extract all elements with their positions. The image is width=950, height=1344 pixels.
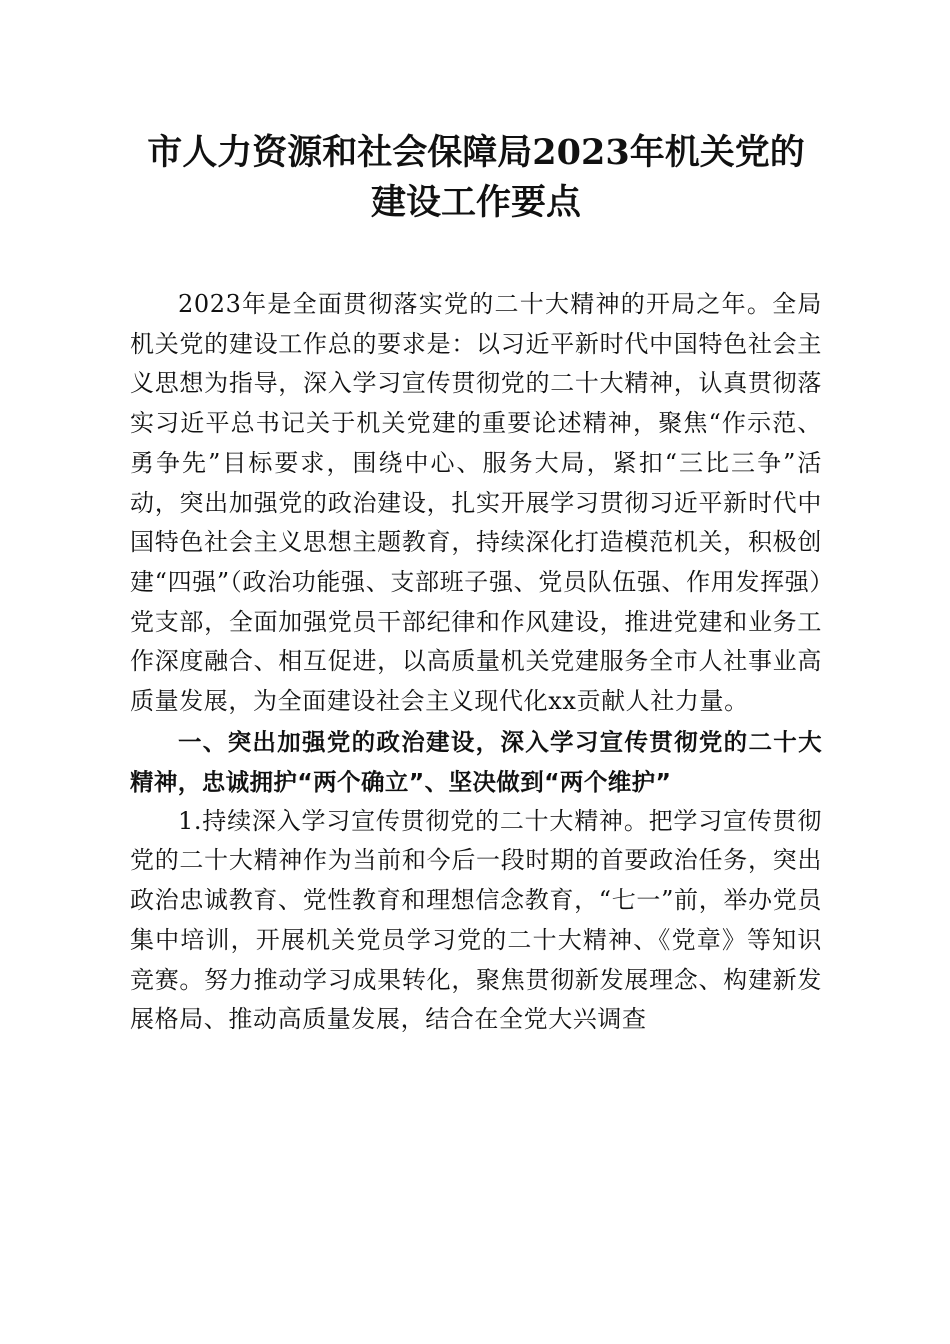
section-heading-1: 一、突出加强党的政治建设，深入学习宣传贯彻党的二十大精神，忠诚拥护“两个确立”、坚决做到“两个维护” [130, 727, 822, 796]
document-title: 市人力资源和社会保障局2023年机关党的建设工作要点 [147, 132, 805, 223]
title-spacer [130, 228, 822, 285]
item-paragraph-1: 1.持续深入学习宣传贯彻党的二十大精神。把学习宣传贯彻党的二十大精神作为当前和今后一段时期的首要政治任务，突出政治忠诚教育、党性教育和理想信念教育，“七一”前，举办党员集中培训，开展机关党员学习党的二十大精神、《党章》等知识竞赛。努力推动学习成果转化，聚焦贯彻新发展理念、构建新发展格局、推动高质量发展，结合在全党大兴调查 [130, 806, 822, 1034]
document-page [130, 128, 822, 1040]
intro-paragraph: 2023年是全面贯彻落实党的二十大精神的开局之年。全局机关党的建设工作总的要求是：以习近平新时代中国特色社会主义思想为指导，深入学习宣传贯彻党的二十大精神，认真贯彻落实习近平总书记关于机关党建的重要论述精神，聚焦“作示范、勇争先”目标要求，围绕中心、服务大局，紧扣“三比三争”活动，突出加强党的政治建设，扎实开展学习贯彻习近平新时代中国特色社会主义思想主题教育，持续深化打造模范机关，积极创建“四强”（政治功能强、支部班子强、党员队伍强、作用发挥强）党支部，全面加强党员干部纪律和作风建设，推进党建和业务工作深度融合、相互促进，以高质量机关党建服务全市人社事业高质量发展，为全面建设社会主义现代化xx贡献人社力量。 [130, 290, 822, 716]
